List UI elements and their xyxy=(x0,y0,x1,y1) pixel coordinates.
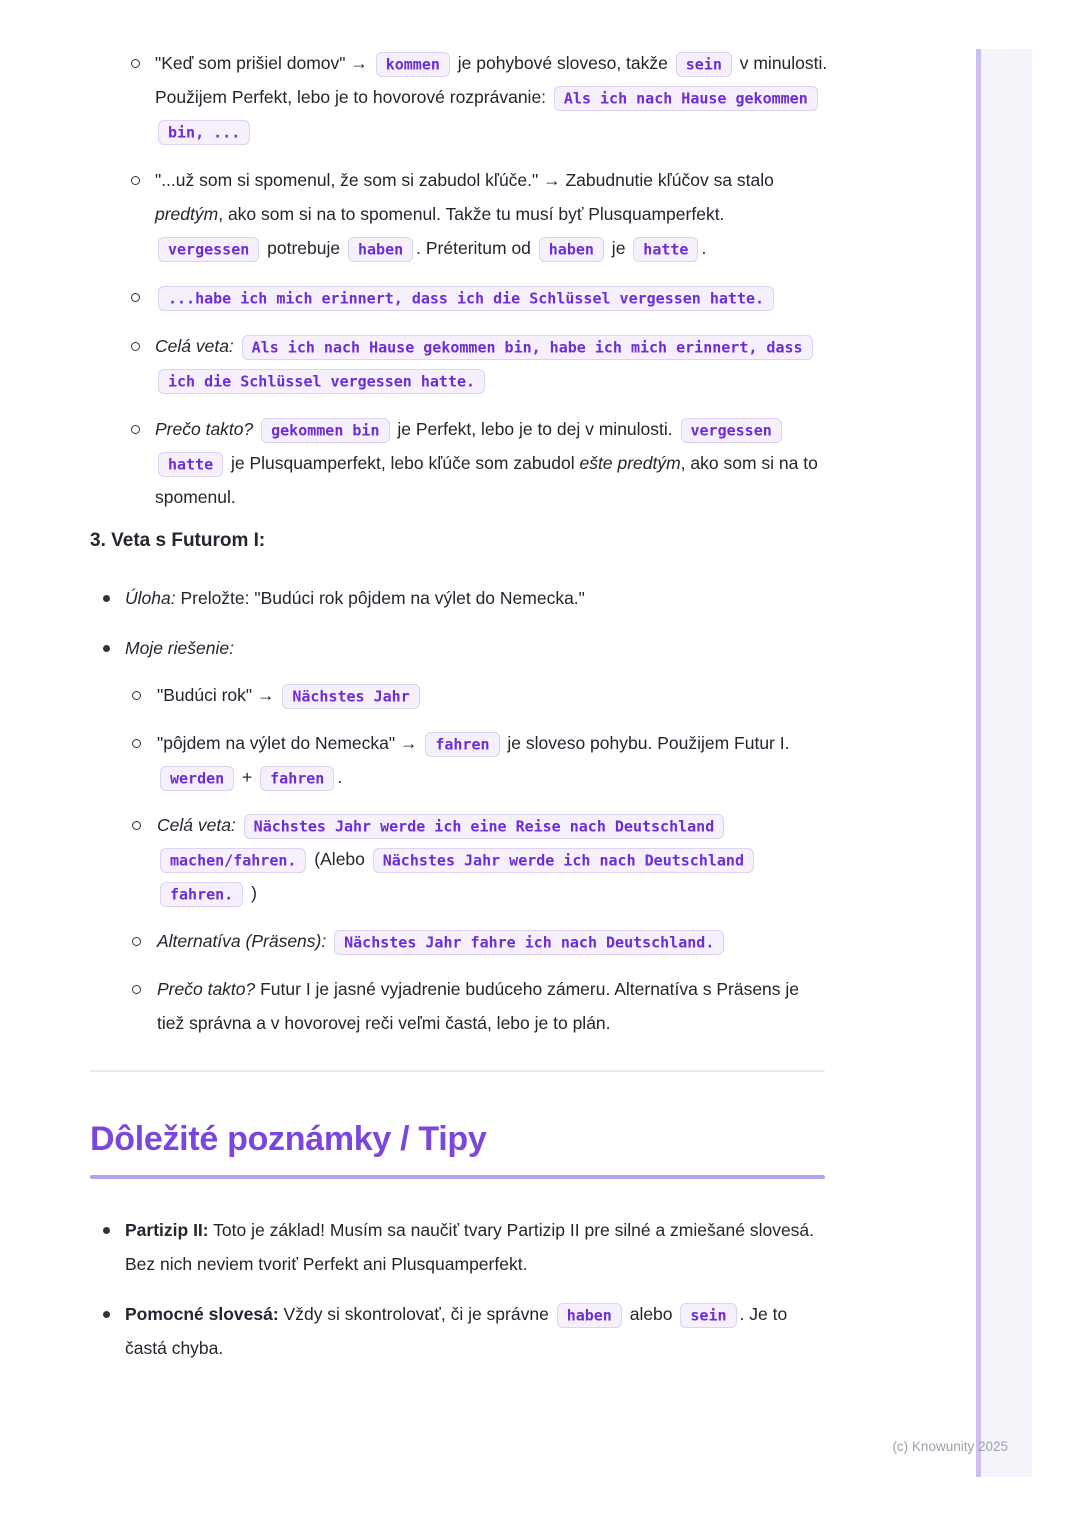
inline-code-chip: vergessen hatte xyxy=(158,418,782,477)
italic-text: predtým xyxy=(155,204,219,224)
text-run: , ako som si na to spomenul. xyxy=(155,453,818,507)
inline-code-chip: hatte xyxy=(633,237,698,262)
list-item xyxy=(125,678,828,712)
text-run: ) xyxy=(246,883,257,903)
list-item xyxy=(125,924,828,958)
list-item xyxy=(125,808,828,910)
inline-code-chip: sein xyxy=(676,52,732,77)
nested-list xyxy=(125,678,828,1040)
text-run: "...už som si spomenul, že som si zabudol kľúče." → Zabudnutie kľúčov sa stalo xyxy=(155,170,774,190)
text-run: je xyxy=(606,238,631,258)
text-run: . Préteritum od xyxy=(416,238,536,258)
adjacent-page-edge xyxy=(976,49,1032,1477)
document-content xyxy=(90,0,828,1381)
inline-code-chip: Nächstes Jahr werde ich nach Deutschland fahren. xyxy=(160,848,754,907)
inline-code-chip: Nächstes Jahr werde ich eine Reise nach Deutschland machen/fahren. xyxy=(160,814,724,873)
italic-text: Alternatíva (Präsens): xyxy=(157,931,327,951)
text-run: potrebuje xyxy=(262,238,345,258)
inline-code-chip: Als ich nach Hause gekommen bin, habe ich mich erinnert, dass ich die Schlüssel vergessen hatte. xyxy=(158,335,813,394)
list-item xyxy=(90,280,828,314)
notes-heading: Dôležité poznámky / Tipy xyxy=(90,1120,487,1158)
bold-label: Partizip II: xyxy=(125,1220,209,1240)
list-item xyxy=(125,972,828,1040)
text-run xyxy=(236,815,241,835)
notes-tips-list xyxy=(90,1213,828,1365)
text-run: je Plusquamperfekt, lebo kľúče som zabudol xyxy=(226,453,580,473)
text-run: je pohybové sloveso, takže xyxy=(452,53,673,73)
text-run: + xyxy=(237,767,258,787)
inline-code-chip: haben xyxy=(539,237,604,262)
list-item xyxy=(90,412,828,514)
inline-code-chip: haben xyxy=(348,237,413,262)
section-divider xyxy=(90,1070,825,1072)
italic-text: Celá veta: xyxy=(157,815,236,835)
list-item xyxy=(90,329,828,397)
inline-code-chip: ...habe ich mich erinnert, dass ich die Schlüssel vergessen hatte. xyxy=(158,286,774,311)
inline-code-chip: Nächstes Jahr xyxy=(282,684,419,709)
text-run: . xyxy=(337,767,343,787)
inline-code-chip: Nächstes Jahr fahre ich nach Deutschland. xyxy=(334,930,724,955)
italic-text: Moje riešenie: xyxy=(125,638,234,658)
text-run: Preložte: "Budúci rok pôjdem na výlet do Nemecka." xyxy=(175,588,585,608)
text-run xyxy=(253,419,258,439)
copyright-footer: (c) Knowunity 2025 xyxy=(892,1439,1008,1454)
text-run: alebo xyxy=(624,1304,678,1324)
text-run: Futur I je jasné vyjadrenie budúceho zámeru. Alternatíva s Präsens je tiež správna a v hovorovej reči veľmi častá, lebo je to plán. xyxy=(157,979,800,1033)
inline-code-chip: Als ich nach Hause gekommen bin, ... xyxy=(158,86,818,145)
list-item xyxy=(90,1213,828,1281)
list-item xyxy=(125,726,828,794)
text-run: v minulosti. Použijem Perfekt, lebo je to hovorové rozprávanie: xyxy=(155,53,828,107)
text-run: "pôjdem na výlet do Nemecka" → xyxy=(157,733,423,753)
text-run xyxy=(234,336,239,356)
text-run: "Budúci rok" → xyxy=(157,685,280,705)
italic-text: Celá veta: xyxy=(155,336,234,356)
italic-text: ešte predtým xyxy=(579,453,681,473)
text-run: je Perfekt, lebo je to dej v minulosti. xyxy=(392,419,678,439)
list-item xyxy=(90,163,828,265)
text-run: Vždy si skontrolovať, či je správne xyxy=(278,1304,554,1324)
inline-code-chip: kommen xyxy=(376,52,450,77)
text-run: Toto je základ! Musím sa naučiť tvary Partizip II pre silné a zmiešané slovesá. Bez nich neviem tvoriť Perfekt ani Plusquamperfekt. xyxy=(125,1220,815,1274)
list-item xyxy=(90,581,828,615)
text-run: "Keď som prišiel domov" → xyxy=(155,53,373,73)
inline-code-chip: gekommen bin xyxy=(261,418,389,443)
text-run: , ako som si na to spomenul. Takže tu musí byť Plusquamperfekt. xyxy=(218,204,725,224)
text-run xyxy=(326,931,331,951)
text-run: je sloveso pohybu. Použijem Futur I. xyxy=(502,733,790,753)
text-run: . Je to častá chyba. xyxy=(125,1304,788,1358)
inline-code-chip: fahren xyxy=(260,766,334,791)
list-item xyxy=(90,1297,828,1365)
futur-task-list xyxy=(90,581,828,1040)
italic-text: Prečo takto? xyxy=(155,419,254,439)
text-run: (Alebo xyxy=(309,849,370,869)
text-run: . xyxy=(701,238,707,258)
list-item xyxy=(90,46,828,148)
inline-code-chip: sein xyxy=(680,1303,736,1328)
bold-label: Pomocné slovesá: xyxy=(125,1304,279,1324)
italic-text: Úloha: xyxy=(125,588,176,608)
inline-code-chip: haben xyxy=(557,1303,622,1328)
italic-text: Prečo takto? xyxy=(157,979,256,999)
inline-code-chip: fahren xyxy=(425,732,499,757)
notes-heading-underline xyxy=(90,1175,825,1179)
inline-code-chip: vergessen xyxy=(158,237,259,262)
list-item xyxy=(90,631,828,1040)
inline-code-chip: werden xyxy=(160,766,234,791)
section-heading-futur: 3. Veta s Futurom I: xyxy=(90,530,266,551)
perfekt-plusquamperfekt-sublist xyxy=(90,46,828,514)
